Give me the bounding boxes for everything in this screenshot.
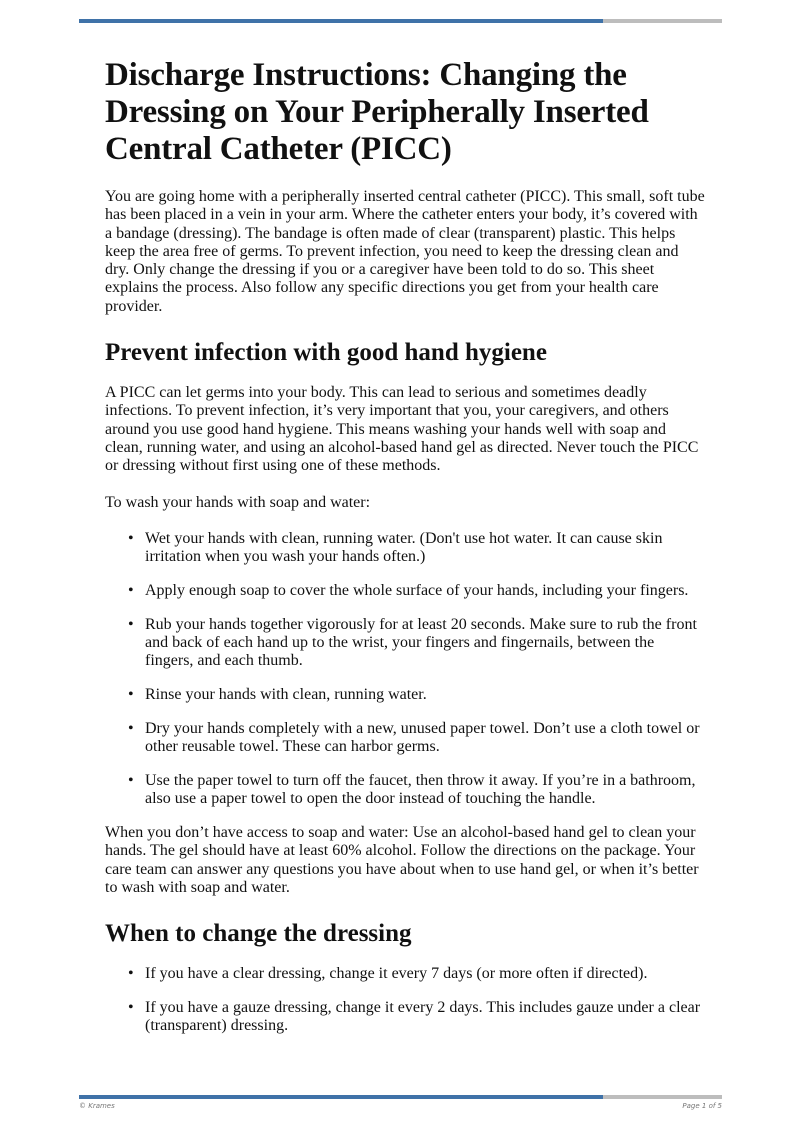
list-item <box>128 999 705 1036</box>
footer-page-number: Page 1 of 5 <box>682 1102 722 1110</box>
list-item-text: If you have a clear dressing, change it every 7 days (or more often if directed). <box>145 965 648 983</box>
dressing-schedule-list <box>105 965 705 1035</box>
list-item <box>128 965 705 983</box>
page-title: Discharge Instructions: Changing the Dressing on Your Peripherally Inserted Central Catheter (PICC) <box>105 57 649 167</box>
list-item <box>128 581 705 600</box>
list-item-text: Wet your hands with clean, running water. (Don't use hot water. It can cause skin irritation when you wash your hands often.) <box>145 529 663 566</box>
bullet-icon: • <box>128 529 134 547</box>
list-item-text: Apply enough soap to cover the whole surface of your hands, including your fingers. <box>145 581 689 599</box>
intro-paragraph: You are going home with a peripherally inserted central catheter (PICC). This small, soft tube has been placed in a vein in your arm. Where the catheter enters your body, it’s covered with a bandage (dressing). The bandage is often made of clear (transparent) plastic. This helps keep the area free of germs. To prevent infection, you need to keep the dressing clean and dry. Only change the dressing if you or a caregiver have been told to do so. This sheet explains the process. Also follow any specific directions you get from your health care provider. <box>105 188 705 315</box>
list-item <box>128 686 705 704</box>
list-item-text: Use the paper towel to turn off the faucet, then throw it away. If you’re in a bathroom, also use a paper towel to open the door instead of touching the handle. <box>145 772 696 808</box>
footer-progress-fill <box>79 1095 603 1099</box>
hand-washing-list-intro: To wash your hands with soap and water: <box>105 493 371 511</box>
list-item <box>128 615 705 671</box>
hand-hygiene-paragraph: A PICC can let germs into your body. This can lead to serious and sometimes deadly infections. To prevent infection, it’s very important that you, your caregivers, and others around you use good hand hygiene. This means washing your hands well with soap and clean, running water, and using an alcohol-based hand gel as directed. Never touch the PICC or dressing without first using one of these methods. <box>105 384 699 475</box>
hand-washing-steps-list <box>105 530 705 809</box>
list-item <box>128 772 705 809</box>
bullet-icon: • <box>128 999 134 1017</box>
list-item-text: Rub your hands together vigorously for at least 20 seconds. Make sure to rub the front and back of each hand up to the wrist, your fingers and fingernails, between the fingers, and each thumb. <box>145 615 697 670</box>
list-item <box>128 719 705 757</box>
bullet-icon: • <box>128 719 134 737</box>
document-body <box>105 57 705 1051</box>
header-progress-bar <box>79 19 722 23</box>
bullet-icon: • <box>128 686 134 704</box>
footer-progress-bar <box>79 1095 722 1099</box>
footer-copyright: © Krames <box>79 1102 115 1110</box>
bullet-icon: • <box>128 965 134 983</box>
list-item-text: If you have a gauze dressing, change it every 2 days. This includes gauze under a clear (transparent) dressing. <box>145 999 701 1035</box>
list-item <box>128 529 705 567</box>
hand-gel-paragraph: When you don’t have access to soap and water: Use an alcohol-based hand gel to clean your hands. The gel should have at least 60% alcohol. Follow the directions on the package. Your care team can answer any questions you have about when to use hand gel, or when it’s better to wash with soap and water. <box>105 824 699 897</box>
bullet-icon: • <box>128 772 134 790</box>
bullet-icon: • <box>128 581 134 599</box>
bullet-icon: • <box>128 615 134 633</box>
list-item-text: Rinse your hands with clean, running water. <box>145 686 427 704</box>
section-heading-when-to-change: When to change the dressing <box>105 920 412 948</box>
list-item-text: Dry your hands completely with a new, unused paper towel. Don’t use a cloth towel or other reusable towel. These can harbor germs. <box>145 719 700 756</box>
header-progress-fill <box>79 19 603 23</box>
section-heading-hand-hygiene: Prevent infection with good hand hygiene <box>105 339 547 367</box>
